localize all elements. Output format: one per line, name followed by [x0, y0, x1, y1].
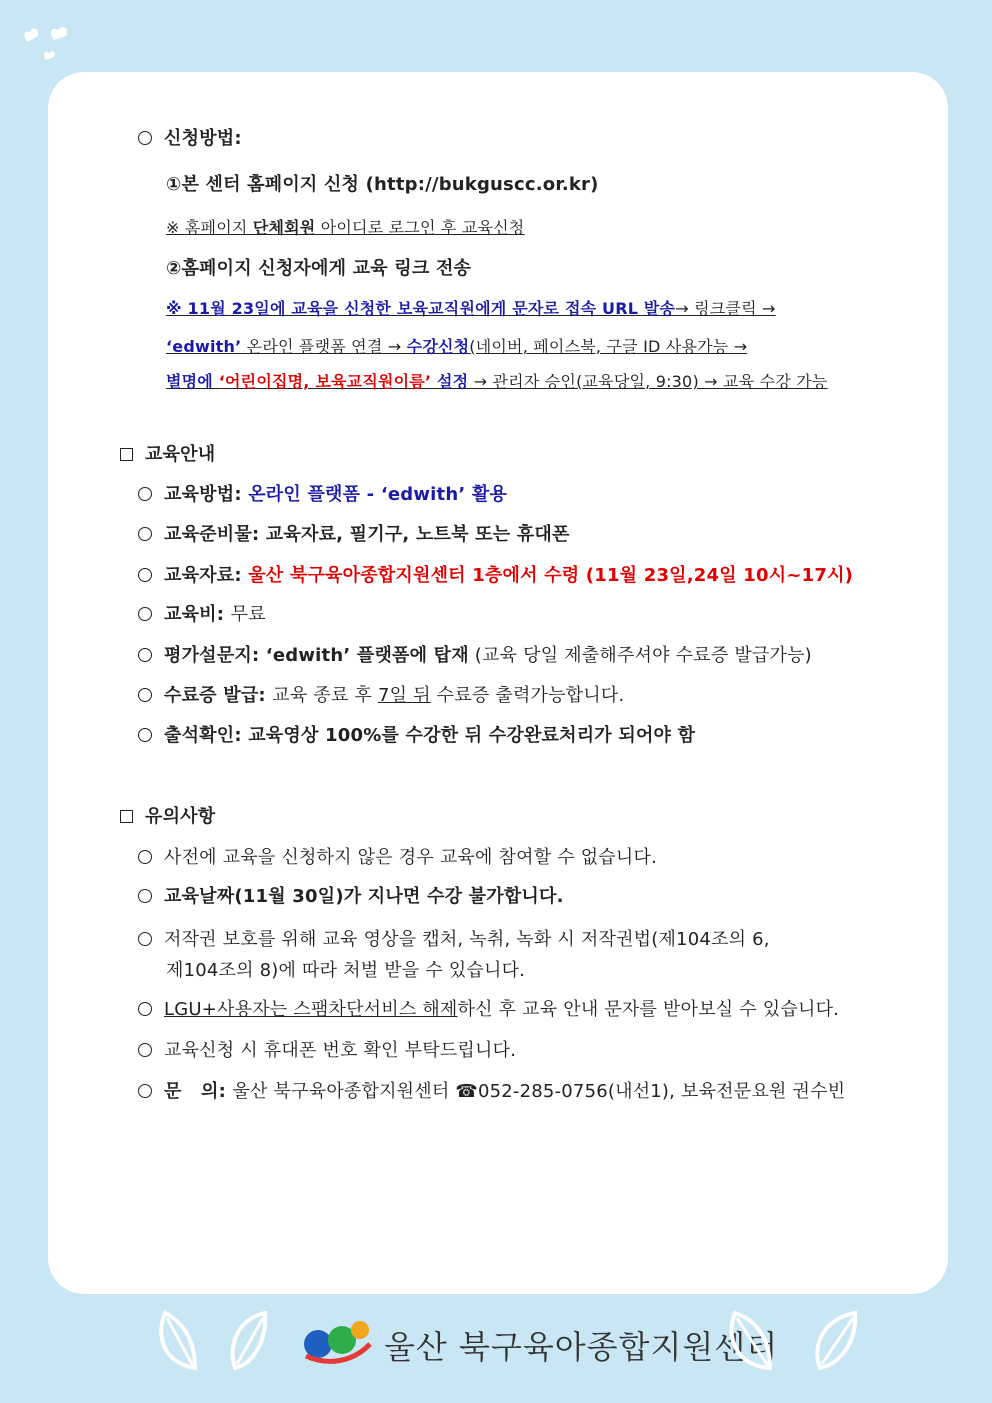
circle-bullet-icon: [138, 131, 152, 145]
notes-item-2: 교육날짜(11월 30일)가 지나면 수강 불가합니다.: [138, 882, 564, 908]
circle-bullet-icon: [138, 487, 152, 501]
circle-bullet-icon: [138, 1002, 152, 1016]
apply-step-2: ②홈페이지 신청자에게 교육 링크 전송: [166, 258, 472, 279]
apply-note-1: ※ 홈페이지 단체회원 아이디로 로그인 후 교육신청: [166, 218, 525, 237]
circle-bullet-icon: [138, 688, 152, 702]
apply-heading: 신청방법:: [138, 124, 242, 150]
guide-material: 교육자료: 울산 북구육아종합지원센터 1층에서 수령 (11월 23일,24일 10시~17시): [138, 561, 853, 587]
leaf-right-icon: [725, 1308, 865, 1378]
notes-item-5: 교육신청 시 휴대폰 번호 확인 부탁드립니다.: [138, 1036, 516, 1062]
circle-bullet-icon: [138, 648, 152, 662]
circle-bullet-icon: [138, 889, 152, 903]
footer: [0, 1300, 992, 1400]
square-bullet-icon: [120, 810, 133, 823]
notes-item-3-line-2: 제104조의 8)에 따라 처벌 받을 수 있습니다.: [166, 960, 526, 981]
apply-step-1: ①본 센터 홈페이지 신청 (http://bukguscc.or.kr): [166, 174, 599, 195]
apply-note-2-line-1: ※ 11월 23일에 교육을 신청한 보육교직원에게 문자로 접속 URL 발송→ 링크클릭 →: [166, 299, 776, 318]
notes-contact: 문 의: 울산 북구육아종합지원센터 ☎052-285-0756(내선1), 보육전문요원 권수빈: [138, 1077, 845, 1103]
circle-bullet-icon: [138, 728, 152, 742]
circle-bullet-icon: [138, 527, 152, 541]
guide-fee: 교육비: 무료: [138, 600, 266, 626]
footer-org-name: 울산 북구육아종합지원센터: [384, 1328, 779, 1366]
guide-attendance: 출석확인: 교육영상 100%를 수강한 뒤 수강완료처리가 되어야 함: [138, 721, 695, 747]
homepage-url[interactable]: (http://bukguscc.or.kr): [365, 174, 599, 195]
notes-item-3-line-1: 저작권 보호를 위해 교육 영상을 캡처, 녹취, 녹화 시 저작권법(제104조의 6,: [138, 925, 770, 951]
guide-certificate: 수료증 발급: 교육 종료 후 7일 뒤 수료증 출력가능합니다.: [138, 681, 624, 707]
square-bullet-icon: [120, 448, 133, 461]
leaf-left-icon: [155, 1308, 275, 1378]
notes-item-4: LGU+사용자는 스팸차단서비스 해제하신 후 교육 안내 문자를 받아보실 수 있습니다.: [138, 995, 839, 1021]
guide-survey: 평가설문지: ‘edwith’ 플랫폼에 탑재 (교육 당일 제출해주셔야 수료증 발급가능): [138, 641, 812, 667]
circle-bullet-icon: [138, 568, 152, 582]
center-logo: [298, 1314, 376, 1370]
guide-method: 교육방법: 온라인 플랫폼 - ‘edwith’ 활용: [138, 480, 507, 506]
guide-heading: 교육안내: [120, 440, 215, 466]
circle-bullet-icon: [138, 932, 152, 946]
guide-prep: 교육준비물: 교육자료, 필기구, 노트북 또는 휴대폰: [138, 520, 570, 546]
apply-note-2-line-2: ‘edwith’ 온라인 플랫폼 연결 → 수강신청(네이버, 페이스북, 구글 ID 사용가능 →: [166, 337, 748, 356]
circle-bullet-icon: [138, 1084, 152, 1098]
circle-bullet-icon: [138, 850, 152, 864]
notes-item-1: 사전에 교육을 신청하지 않은 경우 교육에 참여할 수 없습니다.: [138, 843, 657, 869]
hearts-decoration: [18, 20, 88, 70]
notes-heading: 유의사항: [120, 802, 215, 828]
apply-note-2-line-3: 별명에 ‘어린이집명, 보육교직원이름’ 설정 → 관리자 승인(교육당일, 9:30) → 교육 수강 가능: [166, 372, 828, 391]
circle-bullet-icon: [138, 1043, 152, 1057]
circle-bullet-icon: [138, 607, 152, 621]
